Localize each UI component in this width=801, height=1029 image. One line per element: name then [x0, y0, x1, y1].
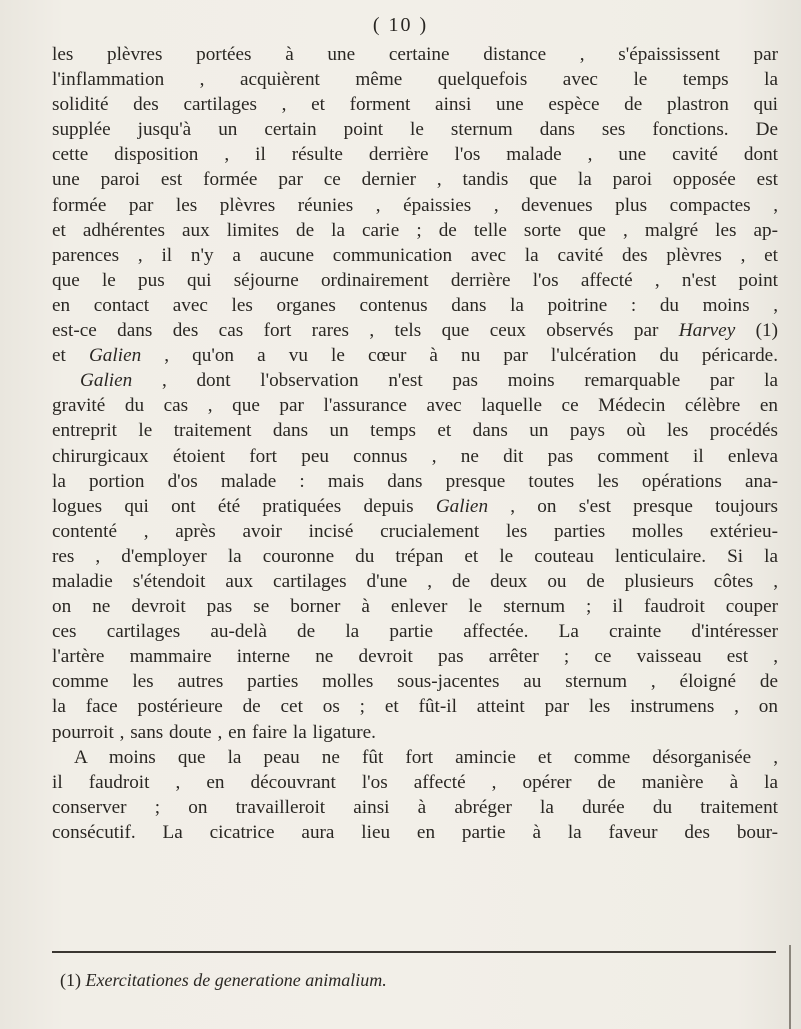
text-line: une paroi est formée par ce dernier , tandis que la paroi opposée est	[52, 169, 778, 191]
text-line: Galien , dont l'observation n'est pas moins remarquable par la	[80, 370, 778, 392]
text-line: et adhérentes aux limites de la carie ; de telle sorte que , malgré les ap-	[52, 219, 778, 241]
text-line: conserver ; on travailleroit ainsi à abréger la durée du traitement	[52, 796, 778, 818]
text-line: les plèvres portées à une certaine distance , s'épaississent par	[52, 44, 778, 65]
text-line: logues qui ont été pratiquées depuis Galien , on s'est presque toujours	[52, 495, 778, 517]
page-number: ( 10 )	[372, 14, 429, 36]
text-line: que le pus qui séjourne ordinairement derrière l'os affecté , n'est point	[52, 269, 778, 291]
text-line: est-ce dans des cas fort rares , tels que ceux observés par Harvey (1)	[52, 320, 778, 342]
text-line: solidité des cartilages , et forment ainsi une espèce de plastron qui	[52, 94, 778, 116]
text-line: chirurgicaux étoient fort peu connus , ne dit pas comment il enleva	[52, 445, 778, 467]
text-line: A moins que la peau ne fût fort amincie et comme désorganisée ,	[74, 746, 778, 768]
text-line: consécutif. La cicatrice aura lieu en partie à la faveur des bour-	[52, 821, 778, 843]
footnote	[60, 970, 387, 991]
body-text	[52, 42, 778, 845]
text-line: gravité du cas , que par l'assurance avec laquelle ce Médecin célèbre en	[52, 395, 778, 417]
footnote-divider	[52, 951, 776, 953]
text-line: cette disposition , il résulte derrière l'os malade , une cavité dont	[52, 144, 778, 166]
text-line: la face postérieure de cet os ; et fût-il atteint par les instrumens , on	[52, 696, 778, 718]
text-line: l'artère mammaire interne ne devroit pas arrêter ; ce vaisseau est ,	[52, 646, 778, 668]
text-line: entreprit le traitement dans un temps et dans un pays où les procédés	[52, 420, 778, 442]
text-line: pourroit , sans doute , en faire la ligature.	[52, 721, 376, 743]
footnote-marker: (1)	[60, 970, 81, 990]
text-line: supplée jusqu'à un certain point le sternum dans ses fonctions. De	[52, 119, 778, 141]
text-line: on ne devroit pas se borner à enlever le sternum ; il faudroit couper	[52, 596, 778, 618]
text-line: la portion d'os malade : mais dans presque toutes les opérations ana-	[52, 470, 778, 492]
text-line: contenté , après avoir incisé crucialement les parties molles extérieu-	[52, 520, 778, 542]
text-line: res , d'employer la couronne du trépan et le couteau lenticulaire. Si la	[52, 545, 778, 567]
footnote-text: Exercitationes de generatione animalium.	[85, 970, 387, 990]
text-line: comme les autres parties molles sous-jacentes au sternum , éloigné de	[52, 671, 778, 693]
text-line: formée par les plèvres réunies , épaissies , devenues plus compactes ,	[52, 194, 778, 216]
page-edge-mark	[789, 945, 791, 1029]
text-line: en contact avec les organes contenus dans la poitrine : du moins ,	[52, 294, 778, 316]
text-line: et Galien , qu'on a vu le cœur à nu par l'ulcération du péricarde.	[52, 345, 778, 367]
text-line: parences , il n'y a aucune communication avec la cavité des plèvres , et	[52, 244, 778, 266]
text-line: l'inflammation , acquièrent même quelquefois avec le temps la	[52, 69, 778, 91]
text-line: ces cartilages au-delà de la partie affectée. La crainte d'intéresser	[52, 621, 778, 643]
text-line: maladie s'étendoit aux cartilages d'une , de deux ou de plusieurs côtes ,	[52, 570, 778, 592]
text-line: il faudroit , en découvrant l'os affecté , opérer de manière à la	[52, 771, 778, 793]
